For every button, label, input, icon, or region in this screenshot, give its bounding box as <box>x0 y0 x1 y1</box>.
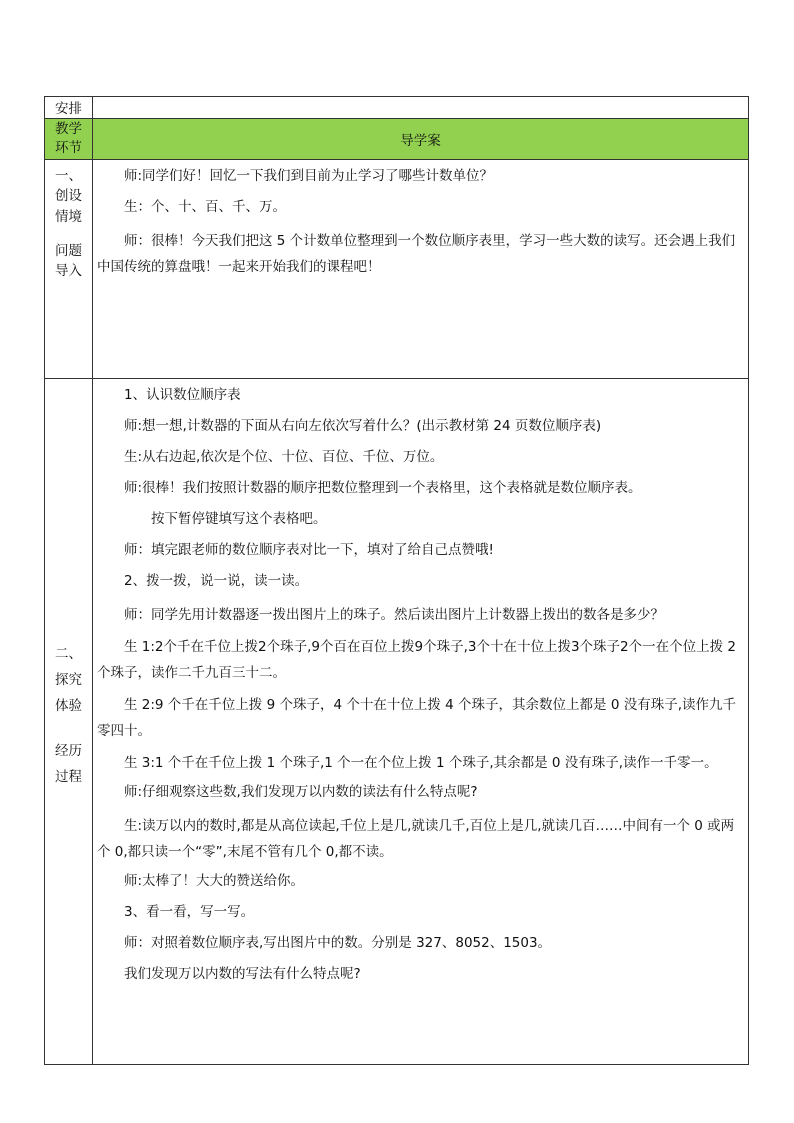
section2-content <box>93 379 749 1065</box>
section2-label-line5: 过程 <box>55 769 82 785</box>
section1-content <box>93 160 749 379</box>
section2-paragraph: 师:想一想,计数器的下面从右向左依次写着什么？(出示教材第 24 页数位顺序表) <box>124 418 602 434</box>
row-arrangement-label: 安排 <box>45 97 93 119</box>
section2-label <box>45 379 93 1065</box>
section1-label-line1: 一、 <box>55 168 82 184</box>
section1-label-line4: 问题 <box>55 243 82 259</box>
lesson-plan-table <box>44 96 749 1065</box>
section1-label-line5: 导入 <box>55 263 82 279</box>
section1-label-line3: 情境 <box>55 209 82 225</box>
header-title: 导学案 <box>93 119 749 160</box>
section2-paragraph: 生:读万以内的数时,都是从高位读起,千位上是几,就读几千,百位上是几,就读几百……中间有一个 0 或两个 0,都只读一个“零”,末尾不管有几个 0,都不读。 <box>97 818 735 860</box>
row-section2 <box>45 379 749 1065</box>
section1-label-line2: 创设 <box>55 188 82 204</box>
section2-paragraph: 3、看一看，写一写。 <box>124 904 255 920</box>
section1-label <box>45 160 93 379</box>
section2-label-line4: 经历 <box>55 743 82 759</box>
section2-label-line3: 体验 <box>55 698 82 714</box>
section2-paragraph: 生 2:9 个千在千位上拨 9 个珠子，4 个十在十位上拨 4 个珠子，其余数位上都是 0 没有珠子,读作九千零四十。 <box>97 697 736 739</box>
section2-paragraph: 我们发现万以内数的写法有什么特点呢? <box>124 966 361 982</box>
row-arrangement-content <box>93 97 749 119</box>
header-label-line1: 教学 <box>55 121 82 137</box>
section2-paragraph: 师：填完跟老师的数位顺序表对比一下，填对了给自己点赞哦! <box>124 542 494 558</box>
row-section1 <box>45 160 749 379</box>
section2-label-line1: 二、 <box>55 646 82 662</box>
section2-paragraph: 生:从右边起,依次是个位、十位、百位、千位、万位。 <box>124 449 444 465</box>
section2-paragraph: 师：同学先用计数器逐一拨出图片上的珠子。然后读出图片上计数器上拨出的数各是多少？ <box>124 607 664 623</box>
section2-paragraph: 师:太棒了！大大的赞送给你。 <box>124 873 305 889</box>
section2-label-line2: 探究 <box>55 672 82 688</box>
section2-paragraph: 师:仔细观察这些数,我们发现万以内数的读法有什么特点呢? <box>124 784 478 800</box>
header-label-line2: 环节 <box>55 140 82 156</box>
section2-paragraph: 生 1:2个千在千位上拨2个珠子,9个百在百位上拨9个珠子,3个十在十位上拨3个珠子2个一在个位上拨 2 个珠子，读作二千九百三十二。 <box>97 639 737 681</box>
section2-paragraph: 师:很棒！我们按照计数器的顺序把数位整理到一个表格里，这个表格就是数位顺序表。 <box>124 480 642 496</box>
section2-paragraph: 按下暂停键填写这个表格吧。 <box>151 511 327 527</box>
row-arrangement <box>45 97 749 119</box>
section2-paragraph: 1、认识数位顺序表 <box>124 387 241 403</box>
header-label <box>45 119 93 160</box>
section1-paragraph: 生：个、十、百、千、万。 <box>124 199 286 215</box>
section1-paragraph: 师：很棒！今天我们把这 5 个计数单位整理到一个数位顺序表里，学习一些大数的读写。还会遇上我们中国传统的算盘哦！一起来开始我们的课程吧！ <box>97 233 736 275</box>
section1-paragraph: 师:同学们好！回忆一下我们到目前为止学习了哪些计数单位？ <box>124 168 494 184</box>
section2-paragraph: 师：对照着数位顺序表,写出图片中的数。分别是 327、8052、1503。 <box>124 935 552 951</box>
section2-paragraph: 2、拨一拨，说一说，读一读。 <box>124 573 309 589</box>
section2-paragraph: 生 3:1 个千在千位上拨 1 个珠子,1 个一在个位上拨 1 个珠子,其余都是 0 没有珠子,读作一千零一。 <box>124 755 718 771</box>
row-header <box>45 119 749 160</box>
lesson-plan-sheet <box>44 96 749 1065</box>
